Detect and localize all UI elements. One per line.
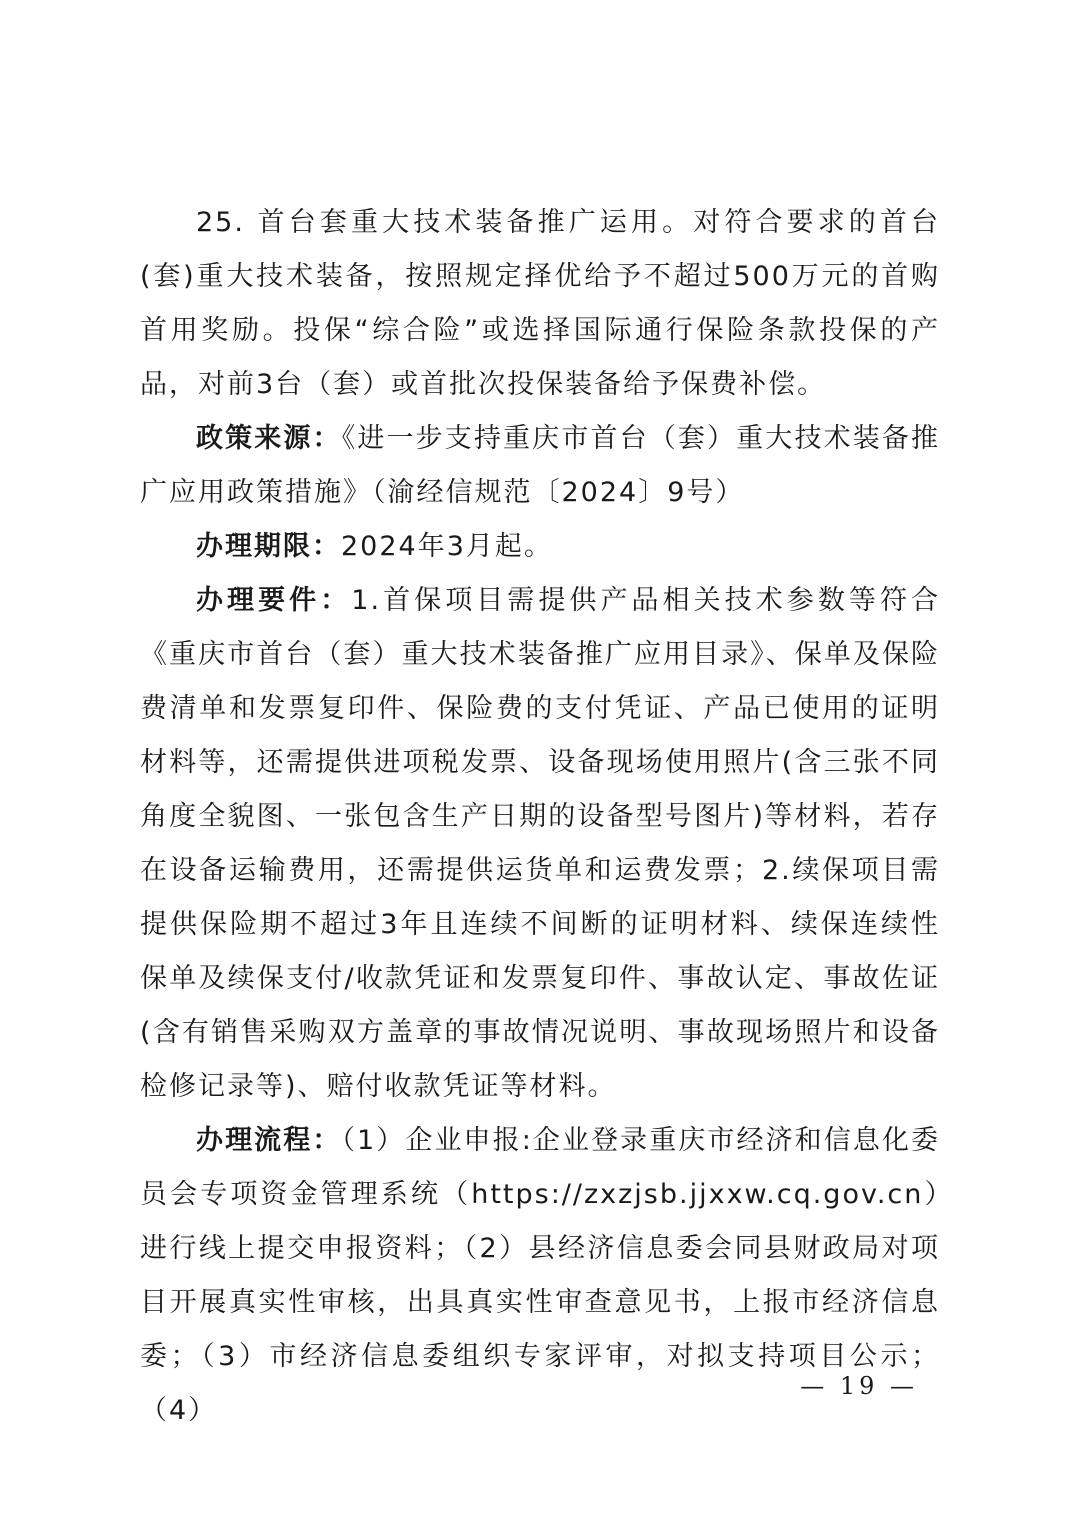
paragraph-text: 25. 首台套重大技术装备推广运用。对符合要求的首台(套)重大技术装备，按照规定择优给予不超过500万元的首购首用奖励。投保“综合险”或选择国际通行保险条款投保的产品，对前3台（套）或首批次投保装备给予保费补偿。 <box>140 207 940 400</box>
paragraph-policy-source <box>140 412 940 520</box>
paragraph-policy-item <box>140 196 940 412</box>
paragraph-label: 办理期限： <box>196 531 341 562</box>
paragraph-processing-period <box>140 520 940 574</box>
paragraph-text: （1）企业申报:企业登录重庆市经济和信息化委员会专项资金管理系统（https://zxzjsb.jjxxw.cq.gov.cn）进行线上提交申报资料；（2）县经济信息委会同县财政局对项目开展真实性审核，出具真实性审查意见书，上报市经济信息委；（3）市经济信息委组织专家评审，对拟支持项目公示；（4） <box>140 1125 941 1426</box>
paragraph-label: 办理流程： <box>196 1125 342 1156</box>
page-number: — 19 — <box>800 1372 918 1400</box>
document-body <box>140 196 940 1438</box>
paragraph-text: 1.首保项目需提供产品相关技术参数等符合《重庆市首台（套）重大技术装备推广应用目录》、保单及保险费清单和发票复印件、保险费的支付凭证、产品已使用的证明材料等，还需提供进项税发票、设备现场使用照片(含三张不同角度全貌图、一张包含生产日期的设备型号图片)等材料，若存在设备运输费用，还需提供运货单和运费发票；2.续保项目需提供保险期不超过3年且连续不间断的证明材料、续保连续性保单及续保支付/收款凭证和发票复印件、事故认定、事故佐证(含有销售采购双方盖章的事故情况说明、事故现场照片和设备检修记录等)、赔付收款凭证等材料。 <box>140 585 941 1102</box>
paragraph-required-documents <box>140 574 940 1114</box>
paragraph-label: 办理要件： <box>196 585 352 616</box>
paragraph-text: 《进一步支持重庆市首台（套）重大技术装备推广应用政策措施》（渝经信规范〔2024〕9号） <box>140 423 941 508</box>
paragraph-label: 政策来源： <box>196 423 342 454</box>
paragraph-text: 2024年3月起。 <box>341 531 553 562</box>
